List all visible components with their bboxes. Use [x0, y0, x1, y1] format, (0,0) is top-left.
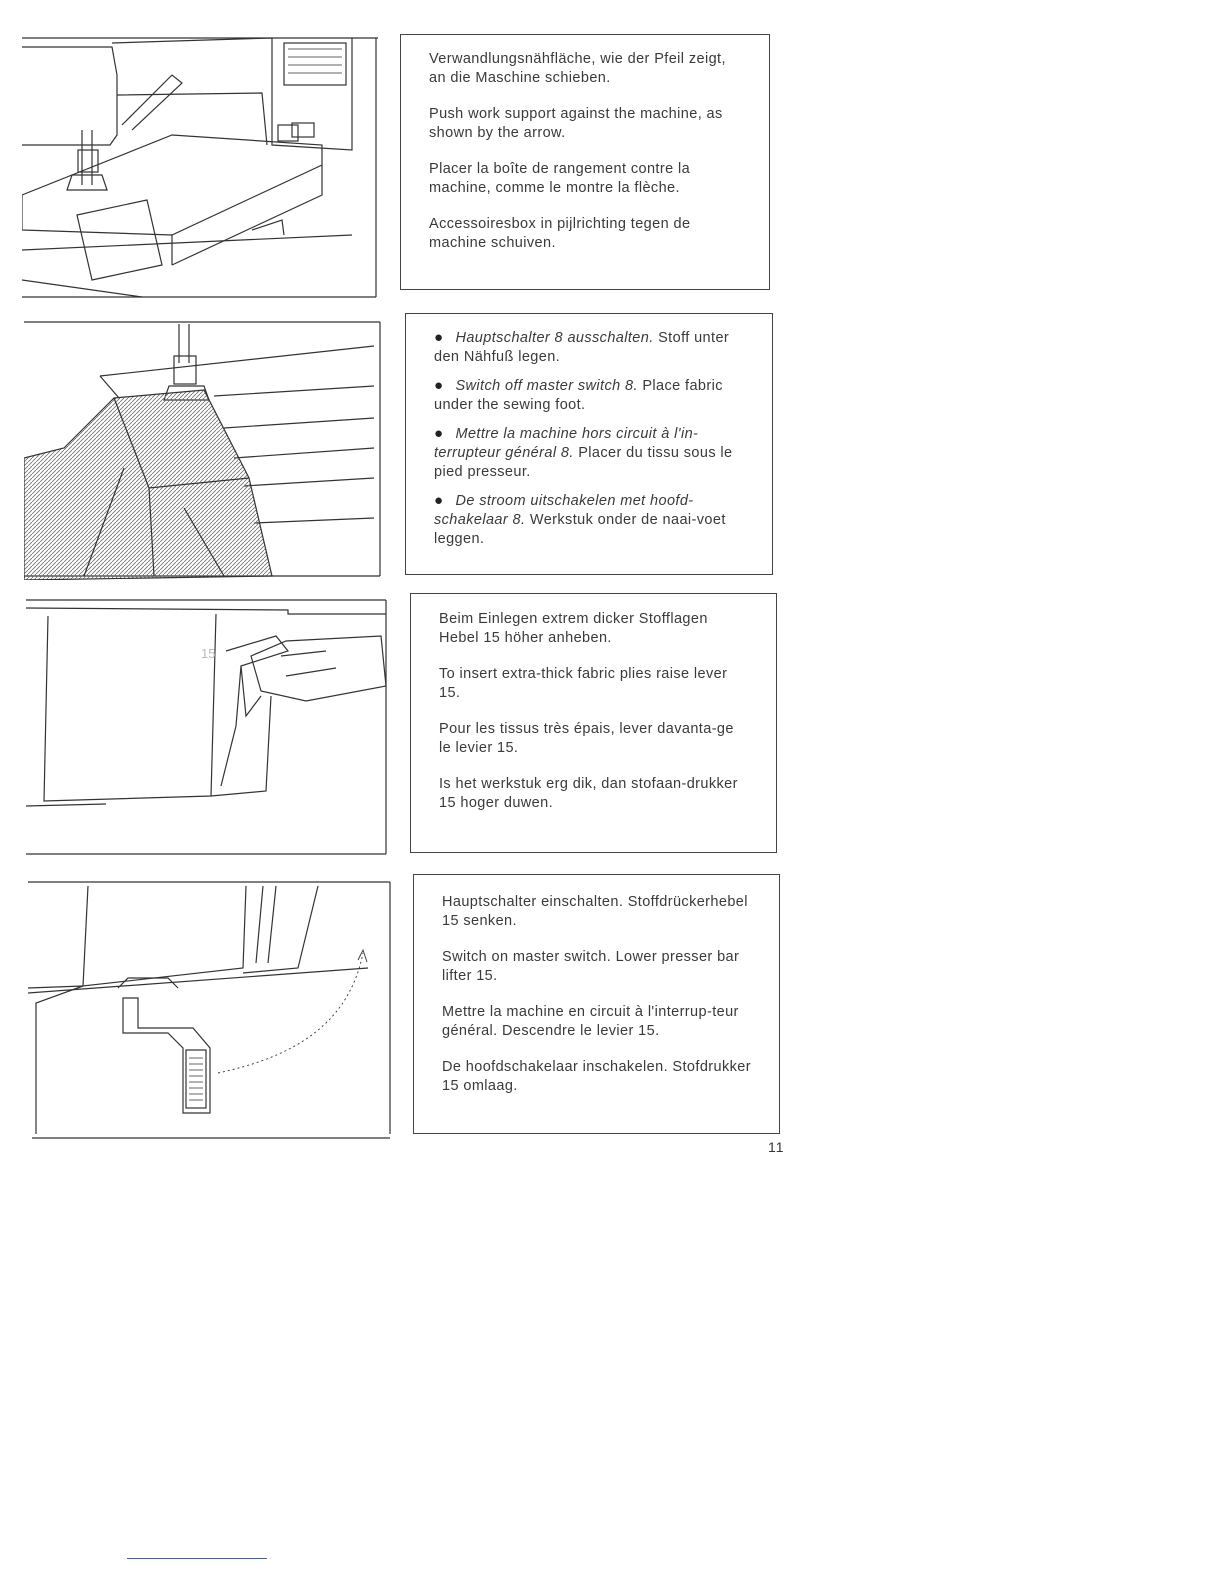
illustration-work-support: [22, 35, 378, 300]
step-3-english: To insert extra-thick fabric plies raise lever 15.: [439, 666, 728, 701]
step-3-german: Beim Einlegen extrem dicker Stofflagen Hebel 15 höher anheben.: [439, 611, 708, 646]
illustration-lower-lever: [28, 878, 394, 1140]
step-4-text: [413, 874, 780, 1134]
illustration-raise-lever: [26, 596, 388, 858]
step-2-german: ● Hauptschalter 8 ausschalten. Stoff unter den Nähfuß legen.: [434, 329, 730, 365]
step-1-french: Placer la boîte de rangement contre la machine, comme le montre la flèche.: [429, 161, 691, 196]
lever-15-label: 15: [201, 646, 216, 661]
bullet-icon: ●: [434, 425, 444, 442]
step-2-dutch: ● De stroom uitschakelen met hoofd-schakelaar 8. Werkstuk onder de naai-voet leggen.: [434, 492, 726, 547]
step-3-text: [410, 593, 777, 853]
step-4-french: Mettre la machine en circuit à l'interrup-teur général. Descendre le levier 15.: [442, 1004, 739, 1039]
step-4-german: Hauptschalter einschalten. Stoffdrückerhebel 15 senken.: [442, 894, 748, 929]
bullet-icon: ●: [434, 492, 444, 509]
footer-rule: [127, 1558, 267, 1559]
step-1-english: Push work support against the machine, as shown by the arrow.: [429, 106, 723, 141]
step-1-text: [400, 34, 770, 290]
page-number: 11: [768, 1139, 785, 1155]
step-2-english: ● Switch off master switch 8. Place fabric under the sewing foot.: [434, 377, 723, 413]
bullet-icon: ●: [434, 329, 444, 346]
step-3-dutch: Is het werkstuk erg dik, dan stofaan-drukker 15 hoger duwen.: [439, 776, 738, 811]
step-1-dutch: Accessoiresbox in pijlrichting tegen de machine schuiven.: [429, 216, 691, 251]
step-4-english: Switch on master switch. Lower presser bar lifter 15.: [442, 949, 740, 984]
step-4-dutch: De hoofdschakelaar inschakelen. Stofdrukker 15 omlaag.: [442, 1059, 751, 1094]
illustration-fabric-under-foot: [24, 318, 382, 580]
step-3-french: Pour les tissus très épais, lever davanta-ge le levier 15.: [439, 721, 734, 756]
step-2-text: [405, 313, 773, 575]
step-1-german: Verwandlungsnähfläche, wie der Pfeil zeigt, an die Maschine schieben.: [429, 51, 726, 86]
bullet-icon: ●: [434, 377, 444, 394]
step-2-french: ● Mettre la machine hors circuit à l'in-terrupteur général 8. Placer du tissu sous le pied presseur.: [434, 425, 733, 480]
